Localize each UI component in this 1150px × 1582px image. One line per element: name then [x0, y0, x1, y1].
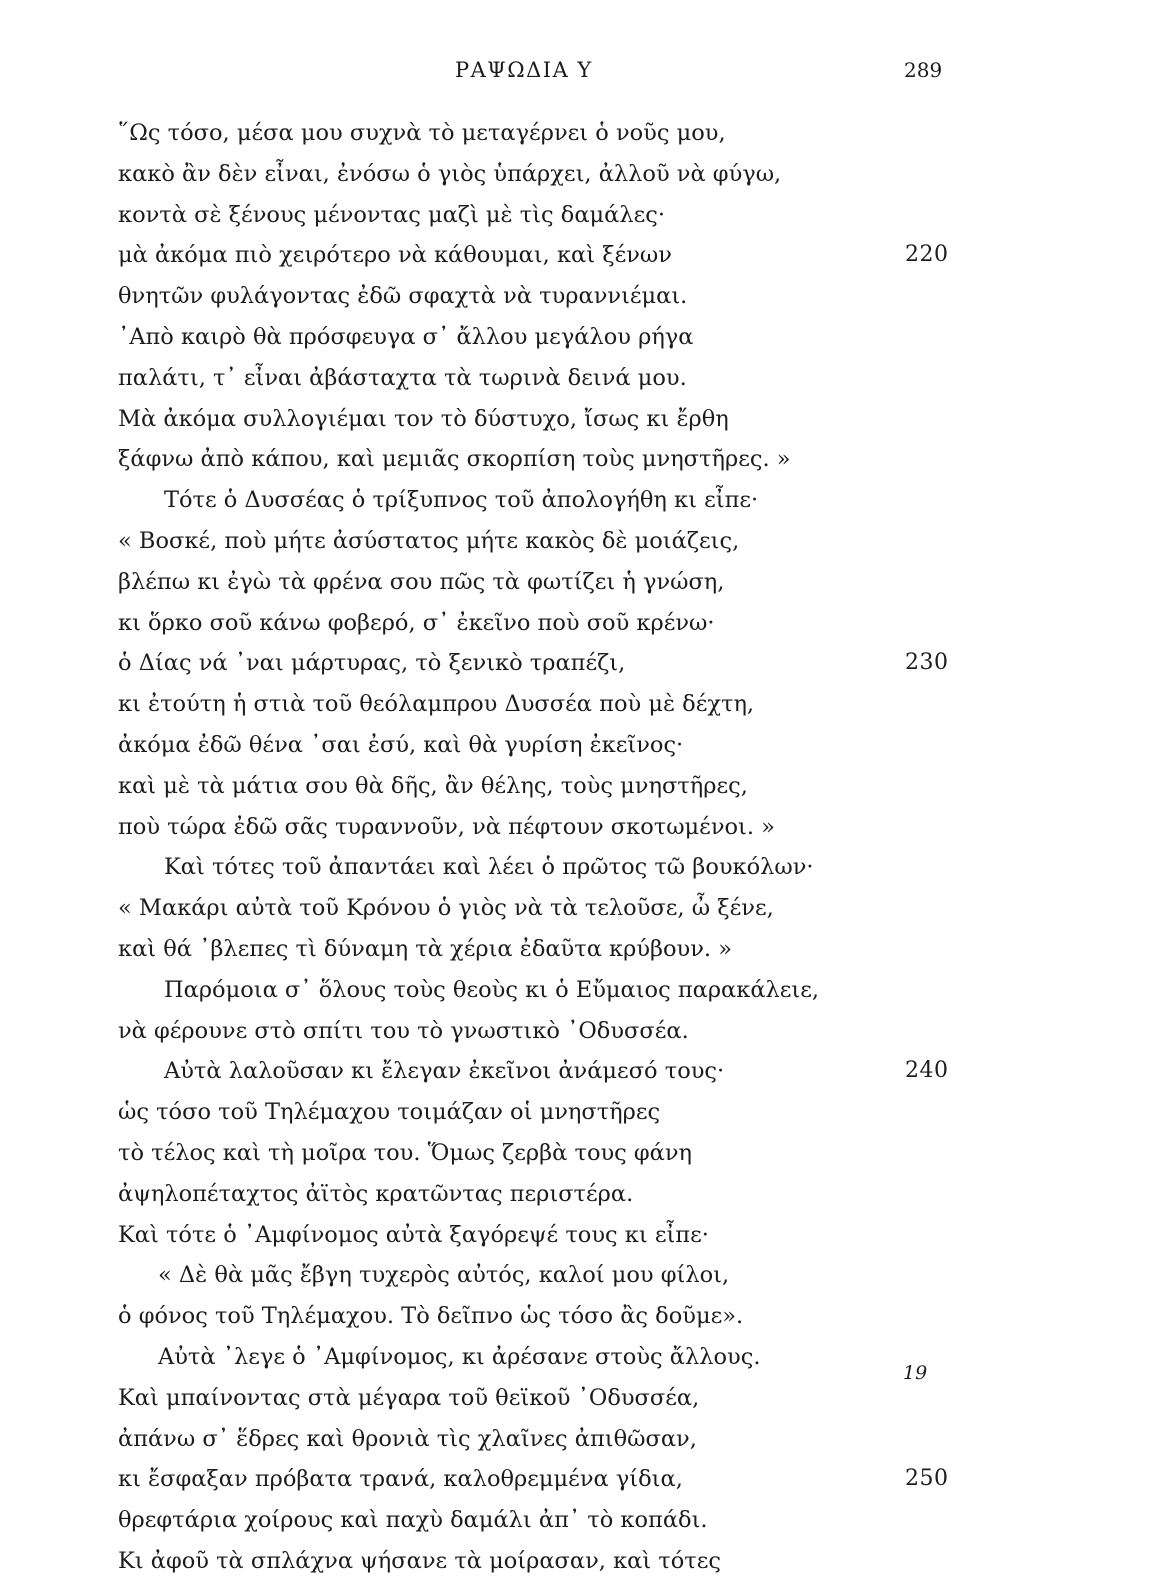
- running-header-title: ΡΑΨΩΔΙΑ Υ: [455, 58, 593, 82]
- verse-text: Καὶ τότε ὁ ᾿Αμφίνομος αὐτὰ ξαγόρεψέ τους κι εἶπε·: [118, 1221, 709, 1248]
- verse-text: κι ἔσφαξαν πρόβατα τρανά, καλοθρεμμένα γίδια,: [118, 1466, 683, 1493]
- verse-line: [118, 1296, 838, 1337]
- verse-line: [118, 929, 838, 970]
- verse-text: ἀκόμα ἐδῶ θένα ᾿σαι ἐσύ, καὶ θὰ γυρίση ἐκεῖνος·: [118, 731, 684, 758]
- verse-text: νὰ φέρουνε στὸ σπίτι του τὸ γνωστικὸ ᾿Οδυσσέα.: [118, 1017, 689, 1044]
- verse-text: βλέπω κι ἐγὼ τὰ φρένα σου πῶς τὰ φωτίζει ἡ γνώση,: [118, 568, 725, 595]
- verse-line: [118, 1051, 949, 1092]
- verse-text: ἀπάνω σ᾿ ἕδρες καὶ θρονιὰ τὶς χλαῖνες ἀπιθῶσαν,: [118, 1425, 697, 1452]
- verse-line: [118, 154, 838, 195]
- verse-text: Παρόμοια σ᾿ ὅλους τοὺς θεοὺς κι ὁ Εὔμαιος παρακάλειε,: [164, 976, 820, 1003]
- verse-text: καὶ θά ᾿βλεπες τὶ δύναμη τὰ χέρια ἐδαῦτα κρύβουν. »: [118, 935, 732, 962]
- verse-text: ῞Ως τόσο, μέσα μου συχνὰ τὸ μεταγέρνει ὁ νοῦς μου,: [118, 120, 726, 146]
- verse-line: [118, 888, 838, 929]
- verse-text: κακὸ ἂν δὲν εἶναι, ἐνόσω ὁ γιὸς ὑπάρχει, ἀλλοῦ νὰ φύγω,: [118, 160, 782, 187]
- verse-line: [118, 1092, 838, 1133]
- verse-line: [118, 1500, 838, 1541]
- verse-line: [118, 1255, 838, 1296]
- page-number: 289: [904, 58, 943, 82]
- verse-line: [118, 684, 838, 725]
- verse-line: [118, 235, 949, 276]
- verse-line: [118, 725, 838, 766]
- verse-line: [118, 1174, 838, 1215]
- verse-line: [118, 1133, 838, 1174]
- verse-text: κι ἐτούτη ἡ στιὰ τοῦ θεόλαμπρου Δυσσέα ποὺ μὲ δέχτη,: [118, 691, 755, 718]
- verse-text: Αὐτὰ λαλοῦσαν κι ἔλεγαν ἐκεῖνοι ἀνάμεσό τους·: [164, 1058, 725, 1085]
- verse-text: ὁ Δίας νά ᾿ναι μάρτυρας, τὸ ξενικὸ τραπέζι,: [118, 650, 626, 677]
- verse-text: ἀψηλοπέταχτος ἀϊτὸς κρατῶντας περιστέρα.: [118, 1180, 634, 1207]
- verse-text: Τότε ὁ Δυσσέας ὁ τρίξυπνος τοῦ ἀπολογήθη κι εἶπε·: [164, 487, 759, 514]
- verse-text: « Δὲ θὰ μᾶς ἔβγη τυχερὸς αὐτός, καλοί μου φίλοι,: [158, 1262, 730, 1289]
- verse-text: Αὐτὰ ᾿λεγε ὁ ᾿Αμφίνομος, κι ἀρέσανε στοὺς ἄλλους.: [158, 1343, 761, 1370]
- verse-text: ποὺ τώρα ἐδῶ σᾶς τυραννοῦν, νὰ πέφτουν σκοτωμένοι. »: [118, 813, 775, 840]
- line-number: 220: [905, 242, 949, 268]
- line-number: 240: [905, 1058, 949, 1084]
- verse-text: θνητῶν φυλάγοντας ἐδῶ σφαχτὰ νὰ τυραννιέμαι.: [118, 283, 688, 310]
- verse-line: [118, 603, 838, 644]
- verse-text: « Μακάρι αὐτὰ τοῦ Κρόνου ὁ γιὸς νὰ τὰ τελοῦσε, ὦ ξένε,: [118, 895, 774, 922]
- verse-line: [118, 195, 838, 236]
- verse-line: [118, 1419, 838, 1460]
- verse-text: ὁ φόνος τοῦ Τηλέμαχου. Τὸ δεῖπνο ὡς τόσο ἂς δοῦμε».: [118, 1303, 744, 1330]
- verse-line: [118, 562, 838, 603]
- verse-text: ξάφνω ἀπὸ κάπου, καὶ μεμιᾶς σκορπίση τοὺς μνηστῆρες. »: [118, 446, 791, 473]
- verse-line: [118, 399, 838, 440]
- verse-line: [118, 1011, 838, 1052]
- verse-text: « Βοσκέ, ποὺ μήτε ἀσύστατος μήτε κακὸς δὲ μοιάζεις,: [118, 527, 740, 554]
- verse-text: κοντὰ σὲ ξένους μένοντας μαζὶ μὲ τὶς δαμάλες·: [118, 201, 666, 228]
- verse-line: [118, 970, 838, 1011]
- verse-line: [118, 1541, 838, 1582]
- verse-text: καὶ μὲ τὰ μάτια σου θὰ δῆς, ἂν θέλης, τοὺς μνηστῆρες,: [118, 772, 748, 799]
- verse-line: [118, 113, 838, 154]
- verse-text: ᾿Απὸ καιρὸ θὰ πρόσφευγα σ᾿ ἄλλου μεγάλου ρήγα: [118, 323, 694, 350]
- verse-line: [118, 1215, 838, 1256]
- verse-line: [118, 1378, 838, 1419]
- verse-text: μὰ ἀκόμα πιὸ χειρότερο νὰ κάθουμαι, καὶ ξένων: [118, 242, 672, 269]
- verse-line: [118, 643, 949, 684]
- verse-line: [118, 480, 838, 521]
- verse-line: [118, 1459, 949, 1500]
- verse-text: Καὶ μπαίνοντας στὰ μέγαρα τοῦ θεϊκοῦ ᾿Οδυσσέα,: [118, 1384, 700, 1411]
- verse-text: παλάτι, τ᾿ εἶναι ἀβάσταχτα τὰ τωρινὰ δεινά μου.: [118, 364, 687, 391]
- verse-text: Κι ἀφοῦ τὰ σπλάχνα ψήσανε τὰ μοίρασαν, καὶ τότες: [118, 1547, 721, 1574]
- verse-text: τὸ τέλος καὶ τὴ μοῖρα του. Ὅμως ζερβὰ τους φάνη: [118, 1139, 693, 1166]
- verse-text: θρεφτάρια χοίρους καὶ παχὺ δαμάλι ἀπ᾿ τὸ κοπάδι.: [118, 1507, 708, 1534]
- signature-mark: 19: [903, 1362, 928, 1384]
- verse-text: Μὰ ἀκόμα συλλογιέμαι τον τὸ δύστυχο, ἴσως κι ἔρθη: [118, 405, 729, 432]
- verse-text: Καὶ τότες τοῦ ἀπαντάει καὶ λέει ὁ πρῶτος τῶ βουκόλων·: [164, 854, 814, 881]
- verse-line: [118, 358, 838, 399]
- line-number: 230: [905, 650, 949, 676]
- verse-line: [118, 1337, 838, 1378]
- verse-line: [118, 276, 838, 317]
- line-number: 250: [905, 1466, 949, 1492]
- verse-line: [118, 439, 838, 480]
- verse-line: [118, 847, 838, 888]
- verse-line: [118, 317, 838, 358]
- verse-line: [118, 807, 838, 848]
- verse-line: [118, 766, 838, 807]
- verse-text: κι ὅρκο σοῦ κάνω φοβερό, σ᾿ ἐκεῖνο ποὺ σοῦ κρένω·: [118, 609, 715, 636]
- verse-line: [118, 521, 838, 562]
- verse-text: ὡς τόσο τοῦ Τηλέμαχου τοιμάζαν οἱ μνηστῆρες: [118, 1099, 661, 1126]
